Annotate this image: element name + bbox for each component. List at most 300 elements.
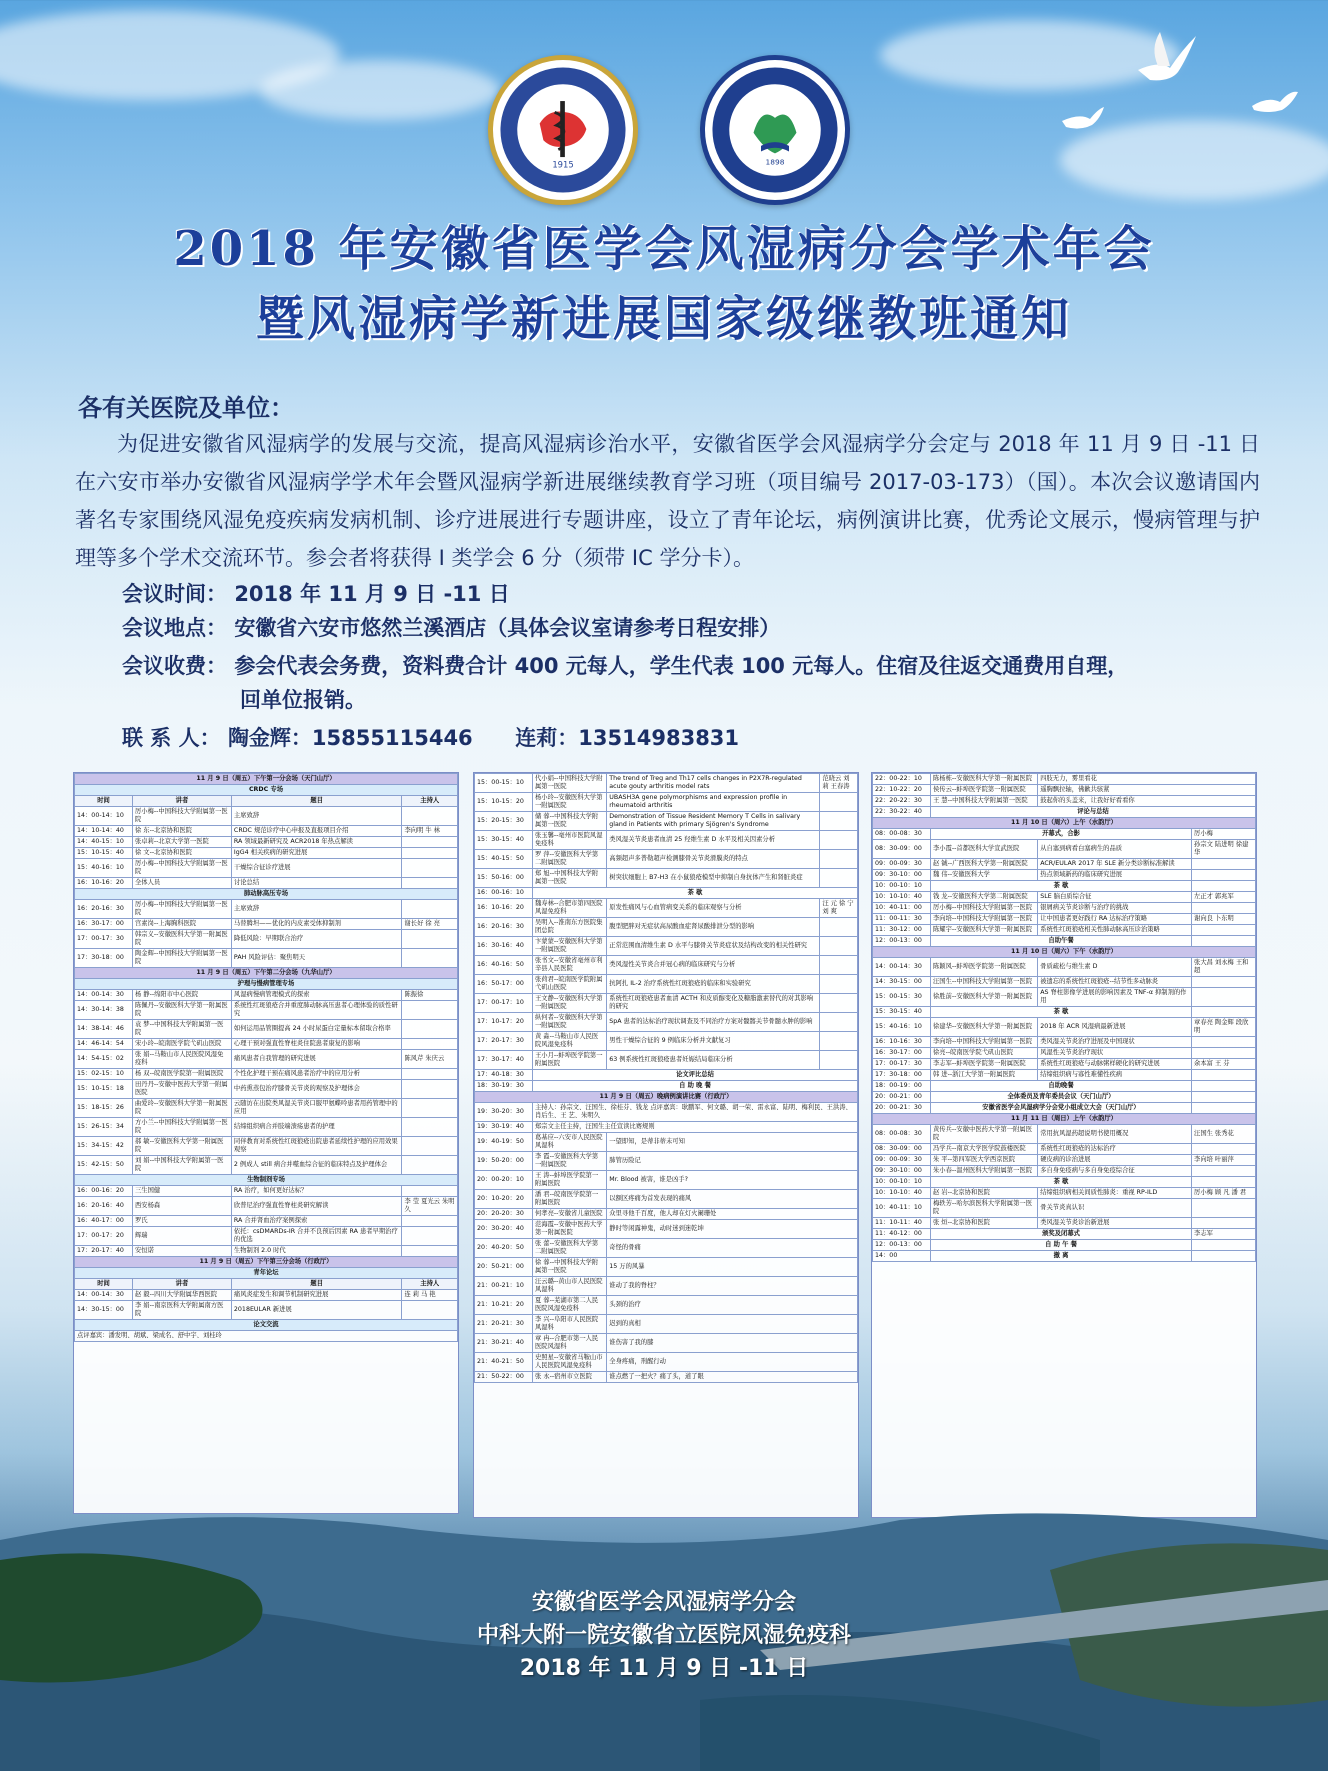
schedule-cell: 16：30-17：00 bbox=[75, 919, 133, 930]
schedule-row bbox=[75, 807, 458, 826]
schedule-row bbox=[873, 774, 1256, 785]
schedule-cell: 史照星--安徽省马鞍山市人民医院风湿免疫科 bbox=[533, 1353, 607, 1372]
schedule-cell: 朱 平--第四军医大学西京医院 bbox=[931, 1155, 1038, 1166]
session-title: 11 月 9 日（周五）晚病例演讲比赛（行政厅） bbox=[475, 1092, 858, 1103]
schedule-cell: 夏 蓉--芜湖市第二人民医院风湿免疫科 bbox=[533, 1296, 607, 1315]
schedule-cell: 系统性红斑狼疮合并重度肺动脉高压患者心理体验的质性研究 bbox=[231, 1001, 402, 1020]
schedule-cell: 14：10-14：40 bbox=[75, 826, 133, 837]
schedule-row bbox=[475, 812, 858, 831]
schedule-cell bbox=[820, 956, 858, 975]
schedule-cell: 谁动了我的脊柱？ bbox=[607, 1277, 858, 1296]
schedule-cell: 让中国患者更好践行 RA 达标治疗策略 bbox=[1038, 914, 1192, 925]
schedule-cell: 15：34-15：42 bbox=[75, 1137, 133, 1156]
session-subtitle: CRDC 专场 bbox=[75, 785, 458, 796]
cloud-decoration bbox=[1060, 120, 1328, 200]
schedule-cell bbox=[1192, 1199, 1256, 1218]
schedule-cell: 一望即知，是蒂非蒂未可知 bbox=[607, 1133, 858, 1152]
schedule-cell bbox=[820, 831, 858, 850]
table-header: 讲者 bbox=[133, 1279, 232, 1290]
schedule-cell: 撤 离 bbox=[931, 1251, 1192, 1262]
schedule-row bbox=[475, 1051, 858, 1070]
schedule-cell: 14：00-14：30 bbox=[75, 990, 133, 1001]
schedule-row bbox=[873, 988, 1256, 1007]
schedule-cell: 云随访在出院类风湿关节炎口服甲氨蝶呤患者用药管理中的应用 bbox=[231, 1099, 402, 1118]
schedule-cell: 高频超声多普勒超声检测膝骨关节炎滑膜炎的特点 bbox=[607, 850, 820, 869]
schedule-row bbox=[873, 1018, 1256, 1037]
schedule-cell: 黄 淼--马鞍山市人民医院风湿免疫科 bbox=[533, 1032, 607, 1051]
schedule-cell: 个性化护理干预在痛风患者治疗中的应用分析 bbox=[231, 1069, 402, 1080]
schedule-row bbox=[75, 1069, 458, 1080]
schedule-cell: 从自塞到病看白塞病生的品质 bbox=[1038, 840, 1192, 859]
schedule-cell: 21：20-21：30 bbox=[475, 1315, 533, 1334]
schedule-cell: 结缔组织病合并肢端溃疡患者的护理 bbox=[231, 1118, 402, 1137]
schedule-cell: 16：20-16：30 bbox=[475, 918, 533, 937]
schedule-cell: 21：40-21：50 bbox=[475, 1353, 533, 1372]
ustc-hospital-logo bbox=[700, 55, 850, 205]
schedule-cell: 三生国健 bbox=[133, 1186, 232, 1197]
schedule-cell: AS 脊柱影像学进展的影响因素及 TNF-α 抑制剂的作用 bbox=[1038, 988, 1192, 1007]
schedule-cell bbox=[1192, 1166, 1256, 1177]
session-subtitle: 青年论坛 bbox=[75, 1268, 458, 1279]
schedule-cell: 08：30-09：00 bbox=[873, 1144, 931, 1155]
schedule-cell: RA 领域最新研究及 ACR2018 年热点解读 bbox=[231, 837, 402, 848]
schedule-row bbox=[873, 1059, 1256, 1070]
schedule-cell: 自 助 午 餐 bbox=[931, 1240, 1192, 1251]
schedule-row bbox=[75, 1118, 458, 1137]
schedule-row bbox=[75, 1227, 458, 1246]
schedule-cell bbox=[820, 793, 858, 812]
schedule-cell: 李向培--中国科技大学附属第一医院 bbox=[931, 1037, 1038, 1048]
meeting-time bbox=[122, 578, 510, 608]
schedule-cell bbox=[402, 1246, 458, 1257]
salutation: 各有关医院及单位： bbox=[78, 394, 294, 422]
schedule-row bbox=[75, 1020, 458, 1039]
schedule-cell bbox=[402, 930, 458, 949]
schedule-row bbox=[873, 1177, 1256, 1188]
schedule-cell: 2018EULAR 新进展 bbox=[231, 1301, 402, 1320]
schedule-cell: 银屑病关节炎诊断与治疗的挑战 bbox=[1038, 903, 1192, 914]
schedule-cell: 16：40-17：00 bbox=[75, 1216, 133, 1227]
schedule-row bbox=[75, 837, 458, 848]
schedule-area bbox=[73, 772, 1257, 1518]
schedule-cell: 类风湿关节炎治疗进展及中国现状 bbox=[1038, 1037, 1192, 1048]
schedule-cell: 19：30-20：30 bbox=[475, 1103, 533, 1122]
schedule-cell: 张 烜--北京协和医院 bbox=[931, 1218, 1038, 1229]
schedule-cell bbox=[1192, 1144, 1256, 1155]
schedule-cell: 陶金辉--中国科技大学附属第一医院 bbox=[133, 949, 232, 968]
schedule-cell bbox=[1192, 1103, 1256, 1114]
schedule-cell: 17：30-18：00 bbox=[75, 949, 133, 968]
schedule-row bbox=[873, 1155, 1256, 1166]
schedule-cell: 15：02-15：10 bbox=[75, 1069, 133, 1080]
schedule-cell bbox=[820, 812, 858, 831]
schedule-row bbox=[75, 774, 458, 785]
schedule-cell: 15：00-15：30 bbox=[873, 988, 931, 1007]
schedule-cell: 汪国生--中国科技大学附属第一医院 bbox=[931, 977, 1038, 988]
schedule-cell: 17：00-17：20 bbox=[75, 1227, 133, 1246]
cloud-decoration bbox=[260, 60, 500, 120]
schedule-cell: 09：30-10：00 bbox=[873, 1166, 931, 1177]
contacts bbox=[122, 722, 739, 752]
schedule-cell: 赵 岩--北京协和医院 bbox=[931, 1188, 1038, 1199]
schedule-cell: 降低风险：早期联合治疗 bbox=[231, 930, 402, 949]
schedule-cell: 09：00-09：30 bbox=[873, 1155, 931, 1166]
schedule-cell: 痛风炎症发生和调节机制研究进展 bbox=[231, 1290, 402, 1301]
schedule-row bbox=[873, 870, 1256, 881]
schedule-cell: 茶 歇 bbox=[931, 1007, 1192, 1018]
schedule-row bbox=[75, 979, 458, 990]
schedule-cell: 结缔组织病相关间质性肺炎：重视 RP-ILD bbox=[1038, 1188, 1192, 1199]
schedule-cell: 21：50-22：00 bbox=[475, 1372, 533, 1383]
schedule-cell bbox=[820, 994, 858, 1013]
schedule-row bbox=[75, 1099, 458, 1118]
schedule-cell: 徐 东--北京协和医院 bbox=[133, 826, 232, 837]
meeting-place-label: 会议地点： bbox=[122, 616, 227, 640]
schedule-cell: 谁伤害了我的膝 bbox=[607, 1334, 858, 1353]
schedule-cell: 吴明入--淮南东方医院集团总院 bbox=[533, 918, 607, 937]
session-note: 点评嘉宾：潘发明、胡斌、梁成名、舒中宇、刘桂玲 bbox=[75, 1331, 458, 1342]
schedule-cell: 14：00 bbox=[873, 1251, 931, 1262]
schedule-cell: 余本富 王 芬 bbox=[1192, 1059, 1256, 1070]
schedule-cell: 10：00-10：10 bbox=[873, 881, 931, 892]
schedule-cell: 17：00-17：30 bbox=[873, 1059, 931, 1070]
schedule-row bbox=[873, 1240, 1256, 1251]
footer-date: 2018 年 11 月 9 日 -11 日 bbox=[519, 1656, 809, 1681]
schedule-cell: 15：30-15：40 bbox=[873, 1007, 931, 1018]
schedule-cell: 王 涛--蚌埠医学院第一附属医院 bbox=[533, 1171, 607, 1190]
meeting-time-label: 会议时间： bbox=[122, 582, 227, 606]
schedule-cell: CRDC 规范诊疗中心申报及直报项目介绍 bbox=[231, 826, 402, 837]
schedule-cell: 李向培 叶丽萍 bbox=[1192, 1155, 1256, 1166]
schedule-cell bbox=[402, 1137, 458, 1156]
schedule-row bbox=[75, 1331, 458, 1342]
schedule-cell: 男性干燥综合征的 9 例临床分析并文献复习 bbox=[607, 1032, 820, 1051]
meeting-time-value: 2018 年 11 月 9 日 -11 日 bbox=[234, 582, 510, 606]
schedule-cell: 19：50-20：00 bbox=[475, 1152, 533, 1171]
schedule-cell: 15：10-15：40 bbox=[75, 848, 133, 859]
schedule-cell: 代小娟--中国科技大学附属第一医院 bbox=[533, 774, 607, 793]
schedule-cell: 李 兴--阜阳市人民医院风湿科 bbox=[533, 1315, 607, 1334]
schedule-cell: 袁 梦--中国科技大学附属第一医院 bbox=[133, 1020, 232, 1039]
schedule-cell: 11：40-12：00 bbox=[873, 1229, 931, 1240]
schedule-cell: 16：30-16：40 bbox=[475, 937, 533, 956]
schedule-row bbox=[873, 1103, 1256, 1114]
schedule-cell: 茶 歇 bbox=[931, 881, 1192, 892]
schedule-cell: 徐 蓉--中国科技大学附属第一医院 bbox=[533, 1258, 607, 1277]
schedule-cell: 08：00-08：30 bbox=[873, 1125, 931, 1144]
schedule-row bbox=[475, 1081, 858, 1092]
schedule-row bbox=[475, 994, 858, 1013]
schedule-cell: 结缔组织病与寡性难懂性疾病 bbox=[1038, 1070, 1192, 1081]
session-title: 11 月 9 日（周五）下午第二分会场（九华山厅） bbox=[75, 968, 458, 979]
schedule-cell: 17：40-18：30 bbox=[475, 1070, 533, 1081]
schedule-cell: 纵何者--安徽医科大学第一附属医院 bbox=[533, 1013, 607, 1032]
schedule-cell: 14：40-15：10 bbox=[75, 837, 133, 848]
schedule-row bbox=[873, 785, 1256, 796]
schedule-row bbox=[75, 949, 458, 968]
schedule-cell: 李 莹 夏光云 朱明久 bbox=[402, 1197, 458, 1216]
dove-icon bbox=[1130, 30, 1200, 90]
schedule-cell: 痛风患者自我管理的研究进展 bbox=[231, 1050, 402, 1069]
schedule-cell: 生物制剂 2.0 时代 bbox=[231, 1246, 402, 1257]
schedule-row bbox=[873, 1070, 1256, 1081]
schedule-cell: 曲爱玲--安徽医科大学第一附属医院 bbox=[133, 1099, 232, 1118]
schedule-row bbox=[873, 1229, 1256, 1240]
schedule-cell: 15：30-15：40 bbox=[475, 831, 533, 850]
schedule-row bbox=[873, 829, 1256, 840]
schedule-cell: 韩 进--浙江大学第一附属医院 bbox=[931, 1070, 1038, 1081]
schedule-cell: 李志军 bbox=[1192, 1229, 1256, 1240]
schedule-cell: 徐 文--北京协和医院 bbox=[133, 848, 232, 859]
schedule-cell: 11：30-12：00 bbox=[873, 925, 931, 936]
schedule-cell: 徐亮--皖南医学院弋矶山医院 bbox=[931, 1048, 1038, 1059]
schedule-cell: 梅轶芳--哈尔滨医科大学附属第一医院 bbox=[931, 1199, 1038, 1218]
schedule-cell: 朱小春--温州医科大学附属第一医院 bbox=[931, 1166, 1038, 1177]
schedule-cell: 安徽省医学会风湿病学分会党小组成立大会（天门山厅） bbox=[931, 1103, 1192, 1114]
schedule-cell: 15 万的风暴 bbox=[607, 1258, 858, 1277]
schedule-cell: 14：54-15：02 bbox=[75, 1050, 133, 1069]
schedule-cell: 章春亮 陶金辉 段欣明 bbox=[1192, 1018, 1256, 1037]
schedule-row bbox=[75, 1156, 458, 1175]
main-title: 2018 年安徽省医学会风湿病分会学术年会 bbox=[173, 221, 1155, 277]
schedule-cell: 讨论总结 bbox=[231, 878, 402, 889]
schedule-cell: 陈耀宇--安徽医科大学第一附属医院 bbox=[931, 925, 1038, 936]
schedule-row bbox=[75, 1186, 458, 1197]
schedule-cell: 全体委员及青年委员会议（天门山厅） bbox=[931, 1092, 1192, 1103]
schedule-cell: 孙宗文 陆进明 徐建华 bbox=[1192, 840, 1256, 859]
schedule-row bbox=[873, 1188, 1256, 1199]
schedule-cell: 厉小梅--中国科技大学附属第一医院 bbox=[931, 903, 1038, 914]
svg-text:1898: 1898 bbox=[765, 157, 785, 167]
schedule-cell: 15：00-15：10 bbox=[475, 774, 533, 793]
schedule-cell: 卞蒙蒙--安徽医科大学第一附属医院 bbox=[533, 937, 607, 956]
schedule-cell: 15：50-16：00 bbox=[475, 869, 533, 888]
schedule-cell: 颁奖及闭幕式 bbox=[931, 1229, 1192, 1240]
schedule-table-1 bbox=[74, 773, 458, 1342]
schedule-cell: PAH 风险评估：聚焦明天 bbox=[231, 949, 402, 968]
schedule-cell bbox=[820, 1051, 858, 1070]
schedule-cell: 杨小玲--安徽医科大学第一附属医院 bbox=[533, 793, 607, 812]
schedule-row bbox=[75, 859, 458, 878]
schedule-cell: 迟到的真相 bbox=[607, 1315, 858, 1334]
schedule-cell: 汪国生 张秀花 bbox=[1192, 1125, 1256, 1144]
schedule-row bbox=[873, 1092, 1256, 1103]
schedule-cell: 杨 静--绵阳市中心医院 bbox=[133, 990, 232, 1001]
session-title: 11 月 9 日（周五）下午第三分会场（行政厅） bbox=[75, 1257, 458, 1268]
schedule-row bbox=[75, 900, 458, 919]
schedule-cell: 14：30-14：38 bbox=[75, 1001, 133, 1020]
schedule-row bbox=[475, 1315, 858, 1334]
schedule-row bbox=[475, 1258, 858, 1277]
schedule-cell: 范海霞--安徽中医药大学第一附属医院 bbox=[533, 1220, 607, 1239]
schedule-row bbox=[75, 930, 458, 949]
schedule-cell: 李小霞--首都医科大学宣武医院 bbox=[931, 840, 1038, 859]
schedule-cell bbox=[402, 1227, 458, 1246]
schedule-cell: 郝 敏--安徽医科大学第一附属医院 bbox=[133, 1137, 232, 1156]
schedule-cell: 厉小梅--中国科技大学附属第一医院 bbox=[133, 900, 232, 919]
table-header: 讲者 bbox=[133, 796, 232, 807]
schedule-cell: 22：20-22：30 bbox=[873, 796, 931, 807]
schedule-cell: 16：30-17：00 bbox=[873, 1048, 931, 1059]
schedule-cell: 茶 歇 bbox=[931, 1177, 1192, 1188]
schedule-cell bbox=[1192, 870, 1256, 881]
schedule-row bbox=[873, 881, 1256, 892]
schedule-row bbox=[873, 807, 1256, 818]
footer-dept: 中科大附一院安徽省立医院风湿免疫科 bbox=[476, 1623, 851, 1648]
schedule-cell: 14：00-14：10 bbox=[75, 807, 133, 826]
schedule-row bbox=[873, 1048, 1256, 1059]
schedule-cell bbox=[820, 1032, 858, 1051]
schedule-cell: 18：00-19：00 bbox=[873, 1081, 931, 1092]
schedule-row bbox=[475, 793, 858, 812]
schedule-cell: 谢长好 徐 亮 bbox=[402, 919, 458, 930]
schedule-cell: Demonstration of Tissue Resident Memory T Cells in salivary gland in Patients with primary Sjögren's Syndrome bbox=[607, 812, 820, 831]
schedule-row bbox=[75, 1268, 458, 1279]
schedule-row bbox=[75, 968, 458, 979]
schedule-row bbox=[873, 947, 1256, 958]
schedule-cell: 系统性红斑狼疮的达标治疗 bbox=[1038, 1144, 1192, 1155]
schedule-row bbox=[75, 1290, 458, 1301]
schedule-cell: 论文评比总结 bbox=[533, 1070, 858, 1081]
schedule-cell: Mr. Blood 被害，谁是凶手? bbox=[607, 1171, 858, 1190]
schedule-cell: 张荷君--皖南医学院附属弋矶山医院 bbox=[533, 975, 607, 994]
schedule-cell: 张 蕾--安徽医科大学第二附属医院 bbox=[533, 1239, 607, 1258]
schedule-cell: 10：40-11：00 bbox=[873, 903, 931, 914]
schedule-cell bbox=[402, 1020, 458, 1039]
schedule-cell: UBASH3A gene polymorphisms and expression profile in rheumatoid arthritis bbox=[607, 793, 820, 812]
schedule-row bbox=[475, 1133, 858, 1152]
schedule-cell: 20：00-21：30 bbox=[873, 1103, 931, 1114]
schedule-cell bbox=[402, 900, 458, 919]
schedule-cell: 15：40-16：10 bbox=[75, 859, 133, 878]
schedule-cell: 腹型肥胖对无症状高尿酸血症肾尿酸排泄分型的影响 bbox=[607, 918, 820, 937]
schedule-cell bbox=[1192, 1092, 1256, 1103]
table-header: 主持人 bbox=[402, 796, 458, 807]
schedule-cell: 陈佩丹--安徽医科大学第一附属医院 bbox=[133, 1001, 232, 1020]
meeting-fee-label: 会议收费： bbox=[122, 654, 227, 678]
schedule-row bbox=[75, 1320, 458, 1331]
table-header: 主持人 bbox=[402, 1279, 458, 1290]
schedule-cell: 15：18-15：26 bbox=[75, 1099, 133, 1118]
schedule-cell: 张 永--宿州市立医院 bbox=[533, 1372, 607, 1383]
schedule-cell: 王小月--蚌埠医学院第一附属医院 bbox=[533, 1051, 607, 1070]
schedule-cell: 10：10-10：40 bbox=[873, 892, 931, 903]
schedule-cell: 16：40-16：50 bbox=[475, 956, 533, 975]
schedule-cell: 头颈的治疗 bbox=[607, 1296, 858, 1315]
session-subtitle: 论文交流 bbox=[75, 1320, 458, 1331]
schedule-cell bbox=[402, 1186, 458, 1197]
schedule-cell: 16：20-16：40 bbox=[75, 1197, 133, 1216]
schedule-row bbox=[75, 1050, 458, 1069]
schedule-cell bbox=[402, 949, 458, 968]
schedule-cell: 11：10-11：40 bbox=[873, 1218, 931, 1229]
schedule-cell: 16：20-16：30 bbox=[75, 900, 133, 919]
schedule-row bbox=[475, 1070, 858, 1081]
intro-paragraph: 为促进安徽省风湿病学的发展与交流，提高风湿病诊治水平，安徽省医学会风湿病学分会定与 2018 年 11 月 9 日 -11 日在六安市举办安徽省风湿病学学术年会暨风湿病学新进展继续教育学习班（项目编号 2017-03-173）（国）。本次会议邀请国内著名专家围绕风湿免疫疾病发病机制、诊疗进展进行专题讲座，设立了青年论坛，病例演讲比赛，优秀论文展示，慢病管理与护理等多个学术交流环节。参会者将获得 I 类学会 6 分（须带 IC 学分卡）。 bbox=[75, 432, 1260, 570]
schedule-cell: 15：40-16：10 bbox=[873, 1018, 931, 1037]
schedule-cell: 正常范围血清维生素 D 水平与膝骨关节炎症状及结构改变的相关性研究 bbox=[607, 937, 820, 956]
meeting-place bbox=[122, 612, 780, 642]
schedule-cell: 骨质疏松与维生素 D bbox=[1038, 958, 1192, 977]
schedule-cell: 17：30-18：00 bbox=[873, 1070, 931, 1081]
schedule-cell: 陈颖风--蚌埠医学院第一附属医院 bbox=[931, 958, 1038, 977]
schedule-row bbox=[75, 1001, 458, 1020]
schedule-cell: 王文静--安徽医科大学第一附属医院 bbox=[533, 994, 607, 1013]
schedule-cell: 谢向良 卜东明 bbox=[1192, 914, 1256, 925]
schedule-cell: 风湿病慢病管理模式的探索 bbox=[231, 990, 402, 1001]
schedule-row bbox=[75, 785, 458, 796]
schedule-row bbox=[475, 869, 858, 888]
footer-org: 安徽省医学会风湿病学分会 bbox=[531, 1590, 796, 1615]
chinese-medical-association-logo bbox=[488, 55, 638, 205]
schedule-row bbox=[475, 918, 858, 937]
schedule-cell: 李 霞--安徽医科大学第一附属医院 bbox=[533, 1152, 607, 1171]
schedule-cell: 类风湿性关节炎合并冠心病的临床研究与分析 bbox=[607, 956, 820, 975]
schedule-cell bbox=[1192, 1081, 1256, 1092]
dove-icon bbox=[1250, 88, 1300, 114]
schedule-row bbox=[873, 1166, 1256, 1177]
schedule-cell: RA 合并肾血治疗案例探索 bbox=[231, 1216, 402, 1227]
schedule-cell: 厉小梅--中国科技大学附属第一医院 bbox=[133, 859, 232, 878]
schedule-row bbox=[75, 796, 458, 807]
meeting-fee bbox=[122, 650, 1128, 680]
schedule-row bbox=[873, 1199, 1256, 1218]
schedule-cell: 20：40-20：50 bbox=[475, 1239, 533, 1258]
schedule-cell: 15：40-15：50 bbox=[475, 850, 533, 869]
schedule-cell: 自 助 晚 餐 bbox=[533, 1081, 858, 1092]
schedule-cell: 2 例成人 still 病合并噬血综合征的临床特点及护理体会 bbox=[231, 1156, 402, 1175]
schedule-cell bbox=[402, 848, 458, 859]
schedule-row bbox=[475, 1032, 858, 1051]
svg-text:1915: 1915 bbox=[552, 159, 574, 170]
schedule-cell: 14：30-15：00 bbox=[75, 1301, 133, 1320]
schedule-row bbox=[75, 1039, 458, 1050]
schedule-cell: 15：10-15：20 bbox=[475, 793, 533, 812]
schedule-cell: 原发性痛风与心血管病变关系的临床观察与分析 bbox=[607, 899, 820, 918]
schedule-cell: 常用抗风湿药超说明书使用概况 bbox=[1038, 1125, 1192, 1144]
schedule-cell: 陈风芹 朱庆云 bbox=[402, 1050, 458, 1069]
schedule-cell: 谁点燃了一把火？痛了头，道了眼 bbox=[607, 1372, 858, 1383]
schedule-cell bbox=[402, 807, 458, 826]
schedule-cell bbox=[402, 878, 458, 889]
schedule-cell: 14：46-14：54 bbox=[75, 1039, 133, 1050]
schedule-cell: 茶 歇 bbox=[533, 888, 858, 899]
schedule-cell: 章 冉--合肥市第一人民医院风湿科 bbox=[533, 1334, 607, 1353]
schedule-row bbox=[75, 990, 458, 1001]
schedule-row bbox=[75, 1137, 458, 1156]
schedule-cell bbox=[820, 975, 858, 994]
dove-icon bbox=[1060, 105, 1106, 131]
schedule-cell: 韩宗义--安徽医科大学第一附属医院 bbox=[133, 930, 232, 949]
schedule-cell: 14：00-14：30 bbox=[75, 1290, 133, 1301]
schedule-cell: 陈振徐 bbox=[402, 990, 458, 1001]
schedule-row bbox=[475, 956, 858, 975]
schedule-cell: 徐建华--安徽医科大学第一附属医院 bbox=[931, 1018, 1038, 1037]
schedule-row bbox=[75, 1257, 458, 1268]
session-subtitle: 肺动脉高压专场 bbox=[75, 889, 458, 900]
schedule-cell bbox=[820, 1013, 858, 1032]
schedule-cell: 14：30-15：00 bbox=[873, 977, 931, 988]
schedule-cell: 14：00-14：30 bbox=[873, 958, 931, 977]
schedule-row bbox=[475, 1209, 858, 1220]
schedule-row bbox=[475, 1239, 858, 1258]
schedule-cell: 西安杨森 bbox=[133, 1197, 232, 1216]
meeting-fee-cont bbox=[240, 684, 366, 714]
schedule-cell: 21：10-21：20 bbox=[475, 1296, 533, 1315]
schedule-row bbox=[873, 1114, 1256, 1125]
schedule-cell: 奇怪的骨痛 bbox=[607, 1239, 858, 1258]
schedule-cell: 王 慧--中国科技大学附属第一医院 bbox=[931, 796, 1038, 807]
